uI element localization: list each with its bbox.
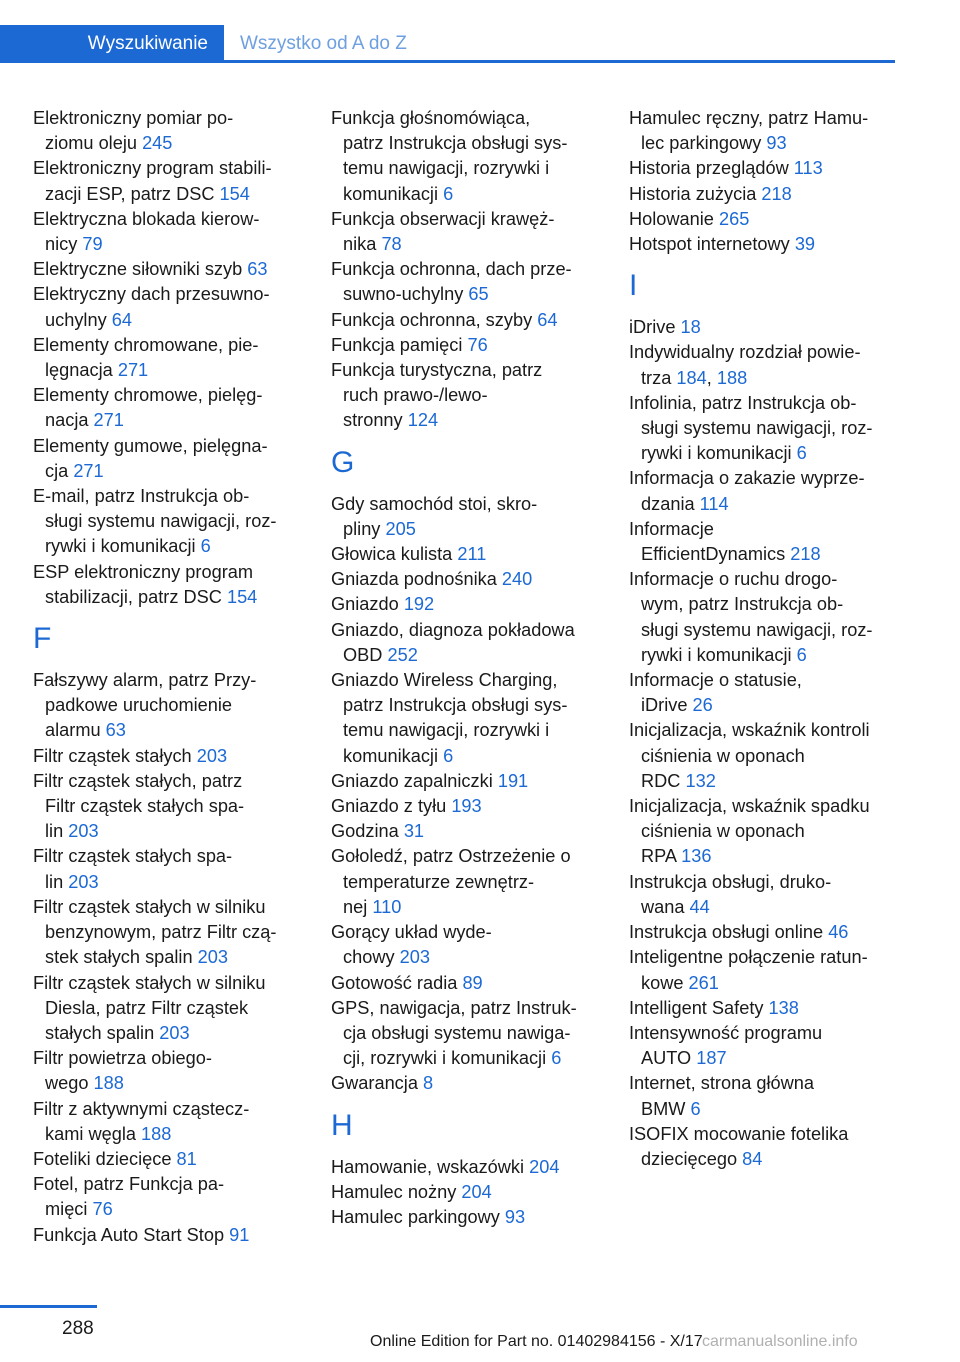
page-separator: , xyxy=(706,367,717,388)
entry-text: Elektryczne siłowniki szyb xyxy=(33,259,243,280)
page-link[interactable]: 63 xyxy=(247,259,268,280)
entry-text: Intensywność programu xyxy=(629,1022,823,1043)
page-link[interactable]: 203 xyxy=(197,947,229,968)
entry-text: Intelligent Safety xyxy=(629,997,764,1018)
index-entry xyxy=(331,996,616,1072)
index-entry xyxy=(629,315,914,340)
entry-text: ziomu oleju xyxy=(45,133,137,154)
page-link[interactable]: 204 xyxy=(529,1156,560,1177)
index-entry xyxy=(331,542,616,567)
entry-text: temperaturze zewnętrz- xyxy=(343,871,535,892)
entry-text: temu nawigacji, rozrywki i xyxy=(343,158,550,179)
page-link[interactable]: 191 xyxy=(497,770,529,791)
page-link[interactable]: 6 xyxy=(796,644,807,665)
entry-text: Hamulec ręczny, patrz Hamu- xyxy=(629,108,869,128)
entry-text: Hamulec parkingowy xyxy=(331,1206,500,1227)
entry-text: kowe xyxy=(641,972,684,993)
index-entry xyxy=(331,794,616,819)
page-link[interactable]: 184 xyxy=(676,367,707,388)
entry-text: alarmu xyxy=(45,720,101,741)
entry-text: Indywidualny rozdział powie- xyxy=(629,342,861,363)
page-link[interactable]: 271 xyxy=(93,410,124,431)
page-link[interactable]: 218 xyxy=(761,183,792,204)
index-entry xyxy=(629,517,914,567)
tab-a-to-z[interactable]: Wszystko od A do Z xyxy=(240,33,407,54)
index-entry xyxy=(629,232,914,257)
entry-text: Elektroniczny program stabili- xyxy=(33,158,272,179)
entry-text: Gniazdo, diagnoza pokładowa xyxy=(331,619,575,640)
index-column-2 xyxy=(331,106,616,1230)
entry-text: Elektryczny dach przesuwno- xyxy=(33,284,270,305)
entry-text: stek stałych spalin xyxy=(45,947,193,968)
index-entry xyxy=(331,1155,616,1180)
index-entry xyxy=(331,492,616,542)
index-entry xyxy=(331,1205,616,1230)
entry-text: RDC xyxy=(641,770,681,791)
page-link[interactable]: 218 xyxy=(790,544,821,565)
entry-text: iDrive xyxy=(629,317,676,338)
page-link[interactable]: 188 xyxy=(716,367,748,388)
page-link[interactable]: 154 xyxy=(219,183,250,204)
index-entry xyxy=(331,257,616,307)
page-link[interactable]: 114 xyxy=(699,493,729,514)
entry-text: Holowanie xyxy=(629,208,714,229)
index-column-3 xyxy=(629,106,914,1172)
index-entry xyxy=(33,895,318,971)
entry-text: mięci xyxy=(45,1199,88,1220)
page-link[interactable]: 203 xyxy=(68,871,99,892)
index-entry xyxy=(629,996,914,1021)
entry-text: komunikacji xyxy=(343,183,439,204)
entry-text: Elementy chromowe, pielęg- xyxy=(33,385,263,406)
entry-text: Elektryczna blokada kierow- xyxy=(33,208,260,229)
entry-text: GPS, nawigacja, patrz Instruk- xyxy=(331,997,577,1018)
page-link[interactable]: 271 xyxy=(117,360,149,381)
page-link[interactable]: 76 xyxy=(467,334,488,355)
entry-text: Funkcja ochronna, szyby xyxy=(331,309,533,330)
entry-text: Filtr cząstek stałych w silniku xyxy=(33,972,266,993)
entry-text: Filtr cząstek stałych xyxy=(33,745,192,766)
page-link[interactable]: 78 xyxy=(381,234,402,255)
page-link[interactable]: 240 xyxy=(501,569,533,590)
index-entry xyxy=(331,358,616,434)
index-entry xyxy=(629,182,914,207)
entry-text: Filtr z aktywnymi cząstecz- xyxy=(33,1098,250,1119)
index-entry xyxy=(33,434,318,484)
index-entry xyxy=(629,340,914,390)
entry-text: RPA xyxy=(641,846,677,867)
index-entry xyxy=(629,207,914,232)
entry-text: komunikacji xyxy=(343,745,439,766)
entry-text: dzania xyxy=(641,493,695,514)
entry-text: stronny xyxy=(343,410,403,431)
entry-text: AUTO xyxy=(641,1048,692,1069)
entry-text: ciśnienia w oponach xyxy=(641,745,805,766)
entry-text: nacja xyxy=(45,410,89,431)
entry-text: OBD xyxy=(343,644,383,665)
entry-text: lęgnacja xyxy=(45,360,113,381)
entry-text: rywki i komunikacji xyxy=(45,536,196,557)
page-link[interactable]: 6 xyxy=(200,536,211,557)
index-entry xyxy=(629,945,914,995)
entry-text: Instrukcja obsługi, druko- xyxy=(629,871,832,892)
entry-text: stałych spalin xyxy=(45,1022,155,1043)
entry-text: cja xyxy=(45,460,69,481)
entry-text: Gniazdo Wireless Charging, xyxy=(331,670,558,691)
entry-text: benzynowym, patrz Filtr czą- xyxy=(45,922,277,943)
entry-text: Hamulec nożny xyxy=(331,1181,457,1202)
index-entry xyxy=(331,618,616,668)
entry-text: lin xyxy=(45,871,64,892)
page-link[interactable]: 79 xyxy=(82,234,103,255)
page-link[interactable]: 113 xyxy=(793,158,823,179)
entry-text: pliny xyxy=(343,518,381,539)
section-letter: H xyxy=(331,1108,353,1142)
entry-text: E-mail, patrz Instrukcja ob- xyxy=(33,486,250,507)
page-link[interactable]: 93 xyxy=(766,133,787,154)
entry-text: stabilizacji, patrz DSC xyxy=(45,586,222,607)
entry-text: ruch prawo-/lewo- xyxy=(343,385,488,406)
entry-text: Informacja o zakazie wyprze- xyxy=(629,468,865,489)
page-link[interactable]: 84 xyxy=(742,1148,763,1169)
index-entry xyxy=(331,567,616,592)
page-link[interactable]: 6 xyxy=(443,745,454,766)
page-link[interactable]: 203 xyxy=(159,1022,190,1043)
entry-text: Funkcja turystyczna, patrz xyxy=(331,360,543,381)
index-entry xyxy=(33,1046,318,1096)
page-link[interactable]: 110 xyxy=(372,896,402,917)
entry-text: sługi systemu nawigacji, roz- xyxy=(641,418,873,439)
index-entry xyxy=(629,794,914,870)
entry-text: Hamowanie, wskazówki xyxy=(331,1156,525,1177)
index-entry xyxy=(331,106,616,207)
entry-text: sługi systemu nawigacji, roz- xyxy=(45,511,277,532)
entry-text: Foteliki dziecięce xyxy=(33,1148,172,1169)
edition-note: Online Edition for Part no. 01402984156 - X/17 xyxy=(370,1333,703,1350)
page-link[interactable]: 188 xyxy=(141,1123,172,1144)
index-entry xyxy=(33,1147,318,1172)
entry-text: cji, rozrywki i komunikacji xyxy=(343,1048,547,1069)
index-entry xyxy=(33,257,318,282)
entry-text: Internet, strona główna xyxy=(629,1073,815,1094)
entry-text: EfficientDynamics xyxy=(641,544,786,565)
index-entry xyxy=(629,920,914,945)
page-link[interactable]: 31 xyxy=(403,821,425,842)
page-link[interactable]: 6 xyxy=(796,443,807,464)
page-link[interactable]: 76 xyxy=(92,1199,113,1220)
page-link[interactable]: 46 xyxy=(828,922,849,943)
index-entry xyxy=(629,391,914,467)
entry-text: padkowe uruchomienie xyxy=(45,695,233,716)
index-entry xyxy=(331,920,616,970)
index-entry xyxy=(331,769,616,794)
index-entry xyxy=(33,484,318,560)
page-link[interactable]: 188 xyxy=(93,1073,124,1094)
page-link[interactable]: 252 xyxy=(387,644,418,665)
header-bar xyxy=(0,25,895,62)
index-entry xyxy=(629,1021,914,1071)
section-letter: G xyxy=(331,445,355,479)
entry-text: rywki i komunikacji xyxy=(641,443,792,464)
entry-text: Filtr cząstek stałych, patrz xyxy=(33,770,243,791)
entry-text: temu nawigacji, rozrywki i xyxy=(343,720,550,741)
entry-text: Elektroniczny pomiar po- xyxy=(33,108,234,128)
index-entry xyxy=(33,1172,318,1222)
index-entry xyxy=(33,744,318,769)
entry-text: Godzina xyxy=(331,821,399,842)
index-entry xyxy=(629,718,914,794)
entry-text: wego xyxy=(45,1073,89,1094)
entry-text: Fotel, patrz Funkcja pa- xyxy=(33,1174,225,1195)
index-entry xyxy=(629,567,914,668)
entry-text: Historia przeglądów xyxy=(629,158,789,179)
page-link[interactable]: 65 xyxy=(468,284,489,305)
index-entry xyxy=(331,1071,616,1096)
page-link[interactable]: 261 xyxy=(688,972,719,993)
entry-text: chowy xyxy=(343,947,395,968)
page-link[interactable]: 245 xyxy=(142,133,173,154)
page-link[interactable]: 205 xyxy=(385,518,416,539)
entry-text: Fałszywy alarm, patrz Przy- xyxy=(33,670,257,691)
entry-text: Elementy gumowe, pielęgna- xyxy=(33,435,268,456)
page-link[interactable]: 64 xyxy=(111,309,132,330)
entry-text: Inicjalizacja, wskaźnik kontroli xyxy=(629,720,870,741)
entry-text: nicy xyxy=(45,234,78,255)
page-link[interactable]: 91 xyxy=(229,1224,250,1245)
index-entry xyxy=(33,207,318,257)
entry-text: dziecięcego xyxy=(641,1148,738,1169)
entry-text: BMW xyxy=(641,1098,686,1119)
entry-text: Gwarancja xyxy=(331,1073,418,1094)
entry-text: Historia zużycia xyxy=(629,183,757,204)
entry-text: patrz Instrukcja obsługi sys- xyxy=(343,133,568,154)
page-link[interactable]: 6 xyxy=(551,1048,562,1069)
entry-text: Hotspot internetowy xyxy=(629,234,790,255)
entry-text: wana xyxy=(641,896,685,917)
entry-text: Gniazdo z tyłu xyxy=(331,796,447,817)
entry-text: wym, patrz Instrukcja ob- xyxy=(641,594,844,615)
entry-text: iDrive xyxy=(641,695,688,716)
page-link[interactable]: 203 xyxy=(399,947,430,968)
page-link[interactable]: 192 xyxy=(403,594,435,615)
entry-text: Filtr cząstek stałych spa- xyxy=(33,846,233,867)
page-link[interactable]: 63 xyxy=(105,720,126,741)
watermark: carmanualsonline.info xyxy=(702,1333,858,1350)
page-link[interactable]: 204 xyxy=(461,1181,492,1202)
index-entry xyxy=(629,106,914,156)
entry-text: trza xyxy=(641,367,672,388)
entry-text: lec parkingowy xyxy=(641,133,762,154)
index-entry xyxy=(331,1180,616,1205)
entry-text: Filtr cząstek stałych w silniku xyxy=(33,896,266,917)
entry-text: uchylny xyxy=(45,309,107,330)
entry-text: zacji ESP, patrz DSC xyxy=(45,183,215,204)
page-link[interactable]: 265 xyxy=(719,208,750,229)
entry-text: suwno-uchylny xyxy=(343,284,464,305)
entry-text: kami węgla xyxy=(45,1123,136,1144)
entry-text: Filtr cząstek stałych spa- xyxy=(45,796,245,817)
index-entry xyxy=(331,844,616,920)
page-link[interactable]: 154 xyxy=(226,586,258,607)
index-entry xyxy=(331,333,616,358)
index-entry xyxy=(331,207,616,257)
page-link[interactable]: 211 xyxy=(457,544,487,565)
entry-text: Gołoledź, patrz Ostrzeżenie o xyxy=(331,846,571,867)
footer-divider xyxy=(0,1305,97,1308)
index-entry xyxy=(331,819,616,844)
entry-text: Gorący układ wyde- xyxy=(331,922,492,943)
index-entry xyxy=(331,308,616,333)
entry-text: Filtr powietrza obiego- xyxy=(33,1048,212,1069)
entry-text: patrz Instrukcja obsługi sys- xyxy=(343,695,568,716)
entry-text: sługi systemu nawigacji, roz- xyxy=(641,619,873,640)
index-entry xyxy=(629,668,914,718)
entry-text: Elementy chromowane, pie- xyxy=(33,334,259,355)
entry-text: Instrukcja obsługi online xyxy=(629,922,824,943)
header-divider xyxy=(0,60,895,63)
index-entry xyxy=(33,1097,318,1147)
page-link[interactable]: 8 xyxy=(423,1073,434,1094)
entry-text: Diesla, patrz Filtr cząstek xyxy=(45,997,249,1018)
entry-text: nika xyxy=(343,234,377,255)
entry-text: Gniazda podnośnika xyxy=(331,569,497,590)
index-entry xyxy=(33,668,318,744)
page-link[interactable]: 93 xyxy=(504,1206,526,1227)
section-letter: I xyxy=(629,269,638,303)
entry-text: Głowica kulista xyxy=(331,544,453,565)
entry-text: Gniazdo zapalniczki xyxy=(331,770,493,791)
index-entry xyxy=(331,971,616,996)
index-entry xyxy=(33,383,318,433)
page-link[interactable]: 187 xyxy=(696,1048,727,1069)
index-entry xyxy=(629,1122,914,1172)
index-entry xyxy=(331,592,616,617)
entry-text: Funkcja Auto Start Stop xyxy=(33,1224,225,1245)
page-number: 288 xyxy=(62,1318,94,1339)
page-link[interactable]: 39 xyxy=(794,234,816,255)
entry-text: Informacje o ruchu drogo- xyxy=(629,569,838,590)
entry-text: Inteligentne połączenie ratun- xyxy=(629,947,868,968)
index-entry xyxy=(33,156,318,206)
index-entry xyxy=(629,466,914,516)
page-link[interactable]: 64 xyxy=(537,309,558,330)
entry-text: rywki i komunikacji xyxy=(641,644,792,665)
page-link[interactable]: 44 xyxy=(689,896,710,917)
index-entry xyxy=(33,1223,318,1248)
page-link[interactable]: 6 xyxy=(690,1098,701,1119)
page-link[interactable]: 271 xyxy=(73,460,104,481)
index-entry xyxy=(33,560,318,610)
index-entry xyxy=(629,156,914,181)
entry-text: Informacje xyxy=(629,518,714,539)
entry-text: lin xyxy=(45,821,64,842)
entry-text: Funkcja obserwacji krawęż- xyxy=(331,208,555,229)
entry-text: nej xyxy=(343,896,368,917)
page-link[interactable]: 132 xyxy=(685,770,716,791)
page-link[interactable]: 136 xyxy=(681,846,712,867)
entry-text: Informacje o statusie, xyxy=(629,670,802,691)
page-link[interactable]: 203 xyxy=(196,745,228,766)
entry-text: ESP elektroniczny program xyxy=(33,561,254,582)
index-entry xyxy=(33,282,318,332)
page-link[interactable]: 18 xyxy=(680,317,701,338)
index-entry xyxy=(629,1071,914,1121)
entry-text: Funkcja ochronna, dach prze- xyxy=(331,259,572,280)
section-letter: F xyxy=(33,622,52,656)
entry-text: ISOFIX mocowanie fotelika xyxy=(629,1123,849,1144)
index-entry xyxy=(33,333,318,383)
entry-text: Inicjalizacja, wskaźnik spadku xyxy=(629,796,870,817)
entry-text: Funkcja głośnomówiąca, xyxy=(331,108,531,128)
entry-text: cja obsługi systemu nawiga- xyxy=(343,1022,571,1043)
index-entry xyxy=(33,971,318,1047)
page-link[interactable]: 89 xyxy=(462,972,483,993)
index-entry xyxy=(33,769,318,845)
page-link[interactable]: 6 xyxy=(443,183,454,204)
page-link[interactable]: 81 xyxy=(176,1148,197,1169)
page-link[interactable]: 124 xyxy=(407,410,439,431)
entry-text: Gotowość radia xyxy=(331,972,458,993)
entry-text: Infolinia, patrz Instrukcja ob- xyxy=(629,392,857,413)
entry-text: Gniazdo xyxy=(331,594,399,615)
index-entry xyxy=(33,106,318,156)
index-entry xyxy=(331,668,616,769)
index-column-1 xyxy=(33,106,318,1248)
page-link[interactable]: 26 xyxy=(692,695,713,716)
index-entry xyxy=(629,870,914,920)
entry-text: Funkcja pamięci xyxy=(331,334,463,355)
page-link[interactable]: 193 xyxy=(451,796,482,817)
page-link[interactable]: 138 xyxy=(768,997,799,1018)
entry-text: Gdy samochód stoi, skro- xyxy=(331,493,538,514)
index-entry xyxy=(33,844,318,894)
page-link[interactable]: 203 xyxy=(68,821,99,842)
entry-text: ciśnienia w oponach xyxy=(641,821,805,842)
tab-search[interactable]: Wyszukiwanie xyxy=(0,25,224,63)
